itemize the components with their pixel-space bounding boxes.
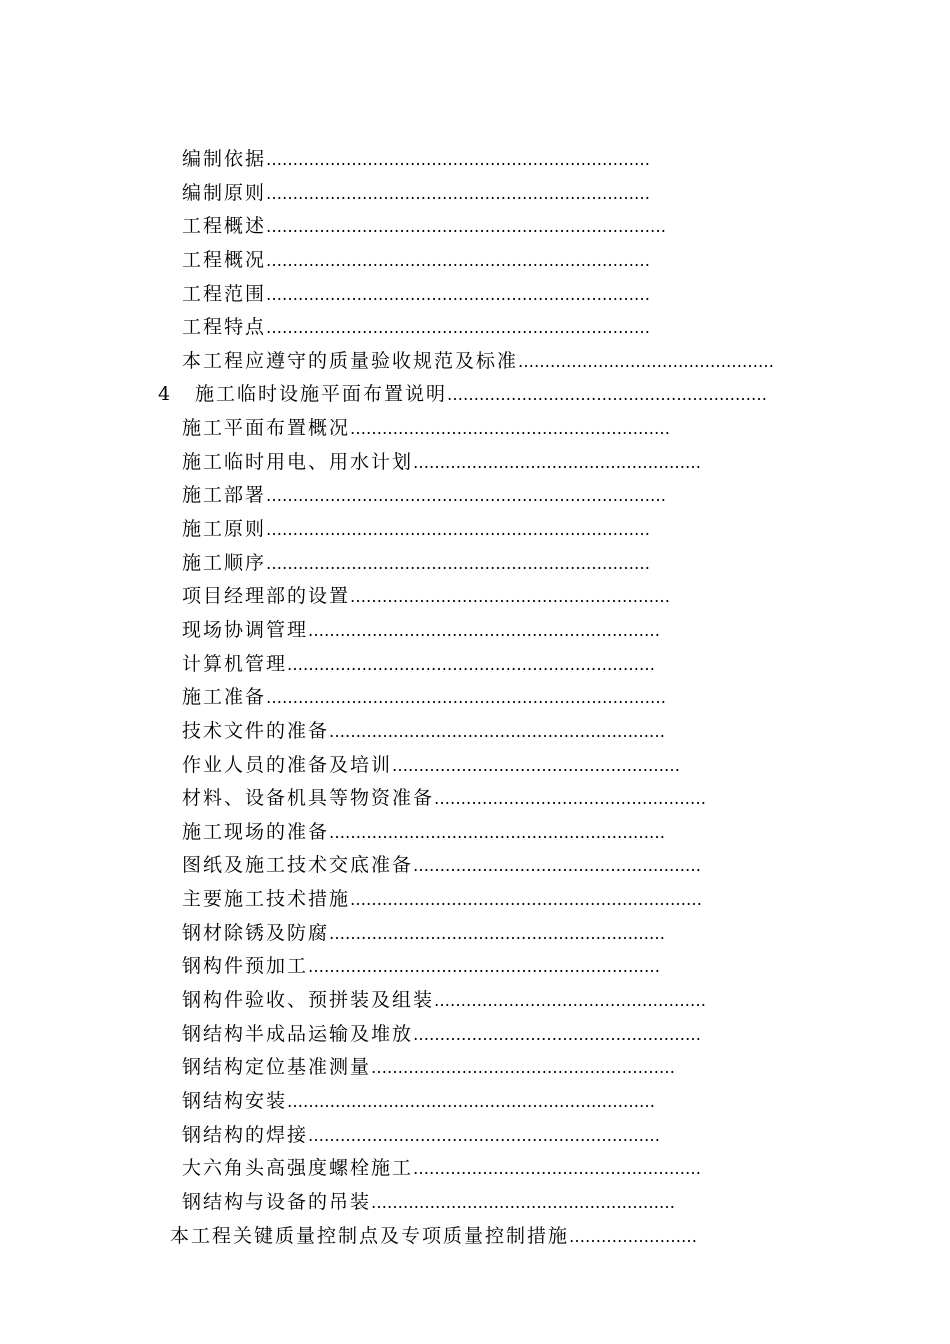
- toc-entry-leader: …………………………………………………………………: [266, 217, 667, 237]
- toc-entry: [0, 715, 950, 749]
- toc-entry-title: 钢结构的焊接: [182, 1123, 309, 1146]
- toc-entry: [0, 177, 950, 211]
- toc-entry-title: 施工原则: [182, 518, 267, 541]
- toc-entry: [0, 883, 950, 917]
- toc-entry-leader: ………………………………………………: [413, 452, 702, 472]
- toc-entry-title: 本工程应遵守的质量验收规范及标准: [182, 349, 519, 372]
- toc-entry-leader: ………………………………………………………: [329, 822, 666, 842]
- toc-entry-title: 编制原则: [182, 181, 267, 204]
- toc-entry-title: 大六角头高强度螺栓施工: [182, 1157, 414, 1180]
- toc-entry-leader: ………………………………………………: [413, 1024, 702, 1044]
- toc-entry-leader: …………………………………………………………: [308, 1125, 661, 1145]
- toc-entry-title: 工程概述: [182, 215, 267, 238]
- toc-entry-title: 现场协调管理: [182, 618, 309, 641]
- toc-entry: [0, 446, 950, 480]
- toc-entry-title: 施工平面布置概况: [182, 417, 351, 440]
- toc-entry: [0, 614, 950, 648]
- toc-entry: [0, 547, 950, 581]
- toc-entry-title: 图纸及施工技术交底准备: [182, 854, 414, 877]
- toc-entry: [0, 378, 950, 412]
- toc-entry-title: 钢构件验收、预拼装及组装: [182, 989, 435, 1012]
- toc-entry-title: 本工程关键质量控制点及专项质量控制措施: [170, 1224, 570, 1247]
- table-of-contents: [0, 143, 950, 1253]
- toc-entry: [0, 917, 950, 951]
- toc-entry-leader: …………………………………………………………………: [266, 688, 667, 708]
- toc-entry-leader: …………………………………………………: [371, 1192, 676, 1212]
- toc-entry: [0, 580, 950, 614]
- toc-entry-title: 作业人员的准备及培训: [182, 753, 393, 776]
- toc-entry-title: 工程特点: [182, 316, 267, 339]
- toc-entry-title: 计算机管理: [182, 652, 288, 675]
- toc-entry-title: 工程概况: [182, 248, 267, 271]
- toc-entry: [0, 1186, 950, 1220]
- toc-entry-title: 主要施工技术措施: [182, 888, 351, 911]
- toc-entry-title: 钢材除锈及防腐: [182, 921, 330, 944]
- toc-entry: [0, 648, 950, 682]
- toc-entry: [0, 1119, 950, 1153]
- toc-entry-title: 钢结构半成品运输及堆放: [182, 1022, 414, 1045]
- toc-entry: [0, 849, 950, 883]
- toc-entry-title: 钢构件预加工: [182, 955, 309, 978]
- toc-entry-leader: ……………………………………………………………: [287, 1091, 656, 1111]
- toc-entry: [0, 1018, 950, 1052]
- toc-entry-leader: ……………………………………………………: [447, 385, 768, 405]
- toc-entry-title: 施工临时设施平面布置说明: [195, 383, 448, 406]
- toc-entry-leader: …………………………………………………………………: [266, 486, 667, 506]
- toc-entry-leader: ……………………………………………………: [350, 587, 671, 607]
- toc-entry: [0, 816, 950, 850]
- toc-entry-title: 钢结构与设备的吊装: [182, 1190, 372, 1213]
- toc-entry-title: 施工部署: [182, 484, 267, 507]
- toc-entry: [0, 681, 950, 715]
- toc-entry-leader: …………………………………………………: [371, 1058, 676, 1078]
- toc-entry-leader: ……………………………………………………………: [287, 654, 656, 674]
- toc-entry: [0, 210, 950, 244]
- toc-entry-title: 材料、设备机具等物资准备: [182, 787, 435, 810]
- toc-entry: [0, 1085, 950, 1119]
- toc-entry: [0, 345, 950, 379]
- toc-entry-leader: ………………………………………………………………: [266, 520, 651, 540]
- toc-entry-leader: ………………………………………………: [413, 856, 702, 876]
- toc-entry: [0, 1152, 950, 1186]
- toc-entry-leader: ………………………………………………………: [329, 721, 666, 741]
- toc-entry-title: 钢结构定位基准测量: [182, 1056, 372, 1079]
- toc-entry: [0, 1220, 950, 1254]
- toc-entry-title: 施工临时用电、用水计划: [182, 450, 414, 473]
- toc-entry-title: 施工准备: [182, 686, 267, 709]
- toc-entry-leader: ………………………………………………………………: [266, 318, 651, 338]
- toc-entry-leader: ………………………………………………………………: [266, 553, 651, 573]
- toc-entry-leader: ………………………………………………………………: [266, 250, 651, 270]
- toc-entry-leader: ………………………………………………………………: [266, 183, 651, 203]
- toc-entry: [0, 278, 950, 312]
- toc-entry-title: 工程范围: [182, 282, 267, 305]
- toc-entry-leader: ……………………: [569, 1226, 698, 1246]
- toc-entry: [0, 311, 950, 345]
- toc-entry: [0, 244, 950, 278]
- toc-entry-title: 施工现场的准备: [182, 820, 330, 843]
- toc-entry: [0, 749, 950, 783]
- toc-entry-title: 钢结构安装: [182, 1089, 288, 1112]
- toc-entry: [0, 513, 950, 547]
- toc-entry-leader: ……………………………………………………: [350, 419, 671, 439]
- toc-entry-title: 编制依据: [182, 148, 267, 170]
- toc-entry: [0, 143, 950, 177]
- toc-entry: [0, 479, 950, 513]
- toc-entry-leader: …………………………………………: [518, 351, 775, 371]
- toc-entry-leader: …………………………………………………………: [350, 890, 703, 910]
- toc-entry: [0, 412, 950, 446]
- toc-entry-number: 4: [158, 383, 171, 406]
- toc-entry-title: 项目经理部的设置: [182, 585, 351, 608]
- toc-entry-leader: ……………………………………………: [434, 991, 707, 1011]
- toc-entry-leader: ………………………………………………………………: [266, 284, 651, 304]
- toc-entry: [0, 1051, 950, 1085]
- toc-entry: [0, 950, 950, 984]
- toc-entry-title: 技术文件的准备: [182, 719, 330, 742]
- toc-entry-title: 施工顺序: [182, 551, 267, 574]
- toc-entry-leader: ………………………………………………: [413, 1159, 702, 1179]
- toc-entry: [0, 782, 950, 816]
- toc-entry: [0, 984, 950, 1018]
- toc-entry-leader: ………………………………………………………………: [266, 150, 651, 169]
- toc-entry-leader: …………………………………………………………: [308, 620, 661, 640]
- toc-entry-leader: …………………………………………………………: [308, 957, 661, 977]
- toc-entry-leader: ………………………………………………………: [329, 923, 666, 943]
- toc-entry-leader: ………………………………………………: [392, 755, 681, 775]
- toc-entry-leader: ……………………………………………: [434, 789, 707, 809]
